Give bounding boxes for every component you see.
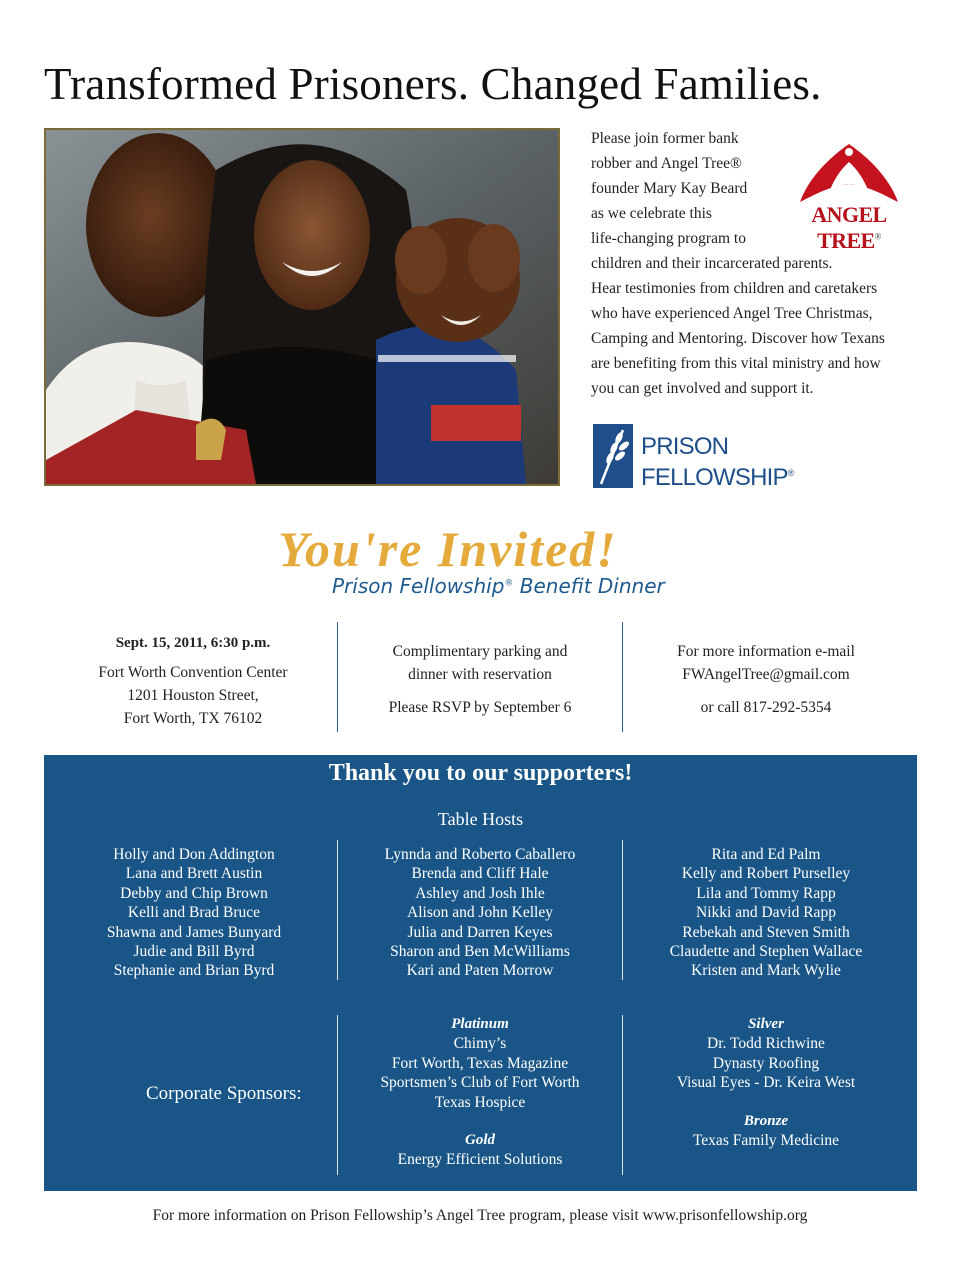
list-item: Texas Hospice — [434, 1093, 526, 1111]
list-item: Shawna and James Bunyard — [106, 923, 282, 941]
list-item: Lana and Brett Austin — [125, 865, 263, 883]
list-item: Dr. Todd Richwine — [707, 1035, 825, 1053]
sponsor-tier-silver-bronze — [630, 1015, 902, 1150]
event-contact-column — [630, 640, 902, 719]
divider — [337, 622, 338, 732]
table-hosts-heading: Table Hosts — [437, 809, 524, 829]
list-item: Claudette and Stephen Wallace — [669, 943, 863, 961]
list-item: Sportsmen’s Club of Fort Worth — [380, 1074, 580, 1092]
list-item: Visual Eyes - Dr. Keira West — [676, 1074, 856, 1092]
intro-line: Please join former bank — [591, 130, 739, 147]
divider — [337, 840, 338, 980]
prison-fellowship-line2-text: FELLOWSHIP — [641, 464, 788, 491]
prison-fellowship-line1: PRISON — [641, 433, 729, 460]
list-item: Debby and Chip Brown — [120, 884, 268, 902]
footer-note: For more information on Prison Fellowship’s Angel Tree program, please visit www.prisonfellowship.org — [152, 1207, 808, 1224]
intro-line: life-changing program to — [591, 230, 746, 247]
list-item: Lila and Tommy Rapp — [696, 884, 836, 902]
sponsor-tier-platinum-gold — [346, 1015, 614, 1170]
angel-tree-registered-mark: ® — [874, 231, 881, 242]
table-hosts-column-1 — [60, 845, 328, 981]
page-headline: Transformed Prisoners. Changed Families. — [44, 59, 822, 109]
intro-line: as we celebrate this — [591, 205, 712, 222]
parking-line-2: dinner with reservation — [408, 666, 552, 683]
invitation-title: You're Invited! — [278, 521, 618, 577]
event-city: Fort Worth, TX 76102 — [123, 710, 263, 727]
intro-line: Camping and Mentoring. Discover how Texans — [591, 330, 885, 347]
list-item: Lynnda and Roberto Caballero — [384, 846, 576, 863]
tier-platinum-label: Platinum — [451, 1016, 509, 1032]
list-item: Brenda and Cliff Hale — [411, 865, 549, 883]
list-item: Judie and Bill Byrd — [133, 943, 255, 961]
tier-bronze-label: Bronze — [743, 1112, 789, 1129]
list-item: Stephanie and Brian Byrd — [113, 962, 275, 980]
list-item: Alison and John Kelley — [407, 904, 553, 922]
prison-fellowship-wordmark — [641, 434, 794, 491]
divider — [622, 840, 623, 980]
subtitle-registered-mark: ® — [504, 578, 514, 589]
supporters-title: Thank you to our supporters! — [328, 760, 633, 786]
list-item: Julia and Darren Keyes — [407, 923, 553, 941]
list-item: Fort Worth, Texas Magazine — [391, 1054, 569, 1072]
list-item: Nikki and David Rapp — [696, 904, 836, 922]
family-photo — [44, 128, 560, 486]
contact-phone: or call 817-292-5354 — [700, 699, 832, 716]
list-item: Energy Efficient Solutions — [397, 1151, 563, 1169]
event-street: 1201 Houston Street, — [127, 687, 259, 704]
table-hosts-column-3 — [630, 845, 902, 981]
angel-tree-wordmark — [786, 202, 912, 254]
list-item: Kristen and Mark Wylie — [691, 962, 841, 980]
prison-fellowship-line2 — [641, 460, 794, 491]
intro-line: robber and Angel Tree® — [591, 155, 742, 172]
list-item: Dynasty Roofing — [712, 1054, 820, 1072]
intro-line: who have experienced Angel Tree Christmas, — [591, 305, 873, 322]
contact-email[interactable]: FWAngelTree@gmail.com — [682, 666, 850, 683]
divider — [622, 1015, 623, 1175]
list-item: Texas Family Medicine — [692, 1132, 840, 1150]
intro-line: founder Mary Kay Beard — [591, 180, 748, 197]
prison-fellowship-logo-mark — [593, 424, 633, 488]
event-venue: Fort Worth Convention Center — [98, 664, 288, 681]
tier-gold-label: Gold — [465, 1132, 495, 1149]
list-item: Ashley and Josh Ihle — [415, 884, 545, 902]
event-date: Sept. 15, 2011, 6:30 p.m. — [115, 635, 271, 651]
intro-line: are benefiting from this vital ministry and how — [591, 355, 881, 372]
intro-line: you can get involved and support it. — [591, 380, 814, 397]
angel-tree-icon — [786, 140, 912, 206]
intro-line: Hear testimonies from children and caretakers — [591, 280, 878, 297]
corporate-sponsors-label: Corporate Sponsors: — [146, 1083, 302, 1104]
angel-tree-name: ANGEL TREE — [811, 202, 887, 253]
list-item: Sharon and Ben McWilliams — [390, 943, 570, 961]
list-item: Chimy’s — [453, 1035, 507, 1053]
parking-line-1: Complimentary parking and — [392, 643, 568, 660]
subtitle-event: Benefit Dinner — [513, 574, 665, 598]
wheat-icon — [593, 424, 633, 488]
list-item: Kari and Paten Morrow — [406, 962, 554, 980]
prison-fellowship-registered-mark: ® — [787, 468, 794, 478]
divider — [337, 1015, 338, 1175]
tier-silver-label: Silver — [748, 1016, 784, 1032]
invitation-subtitle — [332, 574, 665, 598]
intro-line: children and their incarcerated parents. — [591, 255, 833, 272]
list-item: Kelli and Brad Bruce — [127, 904, 261, 922]
list-item: Rita and Ed Palm — [711, 846, 821, 863]
list-item: Rebekah and Steven Smith — [682, 923, 850, 941]
event-location-column — [66, 632, 320, 730]
divider — [622, 622, 623, 732]
list-item: Kelly and Robert Purselley — [681, 865, 851, 883]
rsvp-deadline: Please RSVP by September 6 — [388, 699, 572, 716]
subtitle-org: Prison Fellowship — [332, 574, 505, 598]
list-item: Holly and Don Addington — [113, 846, 275, 863]
contact-intro: For more information e-mail — [677, 643, 855, 660]
event-rsvp-column — [346, 640, 614, 719]
table-hosts-column-2 — [346, 845, 614, 981]
